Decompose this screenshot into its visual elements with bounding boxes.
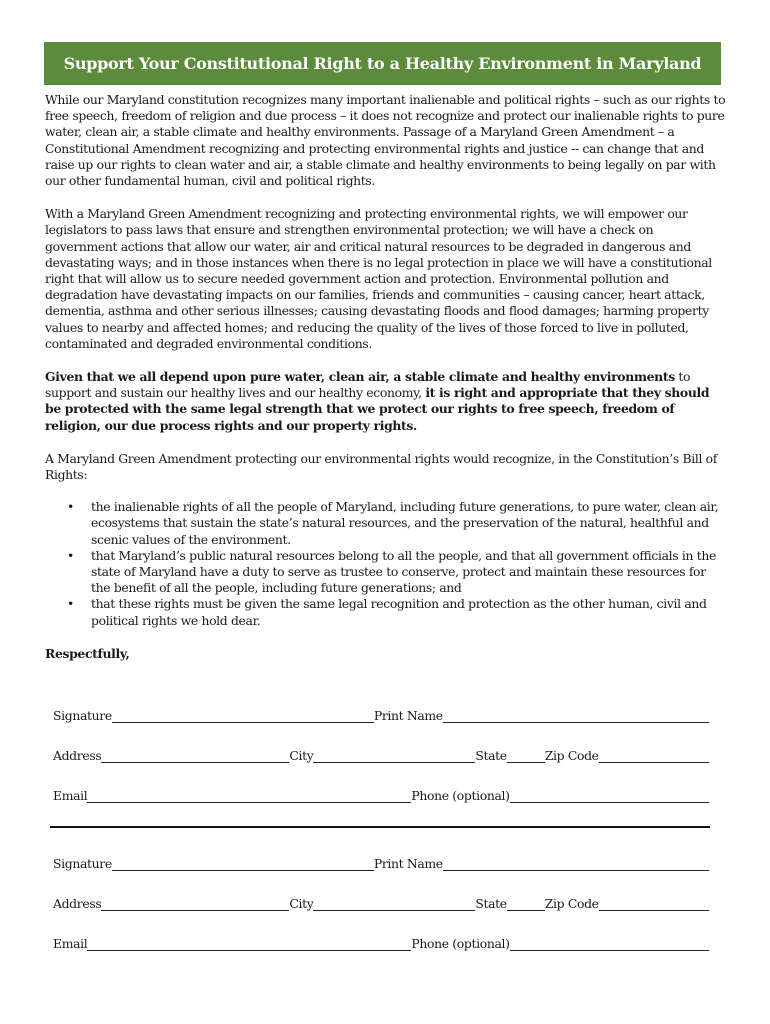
city-label: City — [289, 748, 314, 763]
email-field[interactable] — [87, 789, 411, 803]
city-field[interactable] — [313, 749, 475, 763]
print-name-label: Print Name — [373, 708, 443, 723]
address-row — [53, 893, 709, 911]
address-row — [53, 745, 709, 763]
list-item: • that these rights must be given the same legal recognition and protection as the other human, civil and political rights we hold dear. — [91, 596, 727, 628]
address-label: Address — [53, 748, 102, 763]
phone-label: Phone (optional) — [411, 936, 510, 951]
bold-statement-1: Given that we all depend upon pure water, clean air, a stable climate and healthy environments — [45, 369, 675, 385]
phone-field[interactable] — [510, 937, 709, 951]
address-field[interactable] — [101, 749, 289, 763]
state-field[interactable] — [507, 749, 545, 763]
state-field[interactable] — [507, 897, 545, 911]
email-row — [53, 933, 709, 951]
signature-row — [53, 705, 709, 723]
signature-label: Signature — [53, 856, 112, 871]
address-label: Address — [53, 896, 102, 911]
zip-code-label: Zip Code — [544, 896, 599, 911]
paragraph-intro: While our Maryland constitution recognizes many important inalienable and political rights – such as our rights to free speech, freedom of religion and due process – it does not recognize and protect our inalienable rights to pure water, clean air, a stable climate and healthy environments. Passage of a Maryland Green Amendment – a Constitutional Amendment recognizing and protecting environmental rights and justice -- can change that and raise up our rights to clean water and air, a stable climate and healthy environments to being legally on par with our other fundamental human, civil and political rights. — [45, 92, 726, 189]
zip-code-label: Zip Code — [544, 748, 599, 763]
bold-statement-2: it is right and appropriate that they should be protected with the same legal strength that we protect our rights to free speech, freedom of religion, our due process rights and our property rights. — [45, 385, 710, 433]
signature-field[interactable] — [112, 709, 374, 723]
state-label: State — [475, 748, 507, 763]
city-field[interactable] — [313, 897, 475, 911]
signature-block-1 — [53, 705, 709, 825]
address-field[interactable] — [101, 897, 289, 911]
letter-body — [45, 92, 727, 662]
paragraph-given-that — [45, 369, 727, 434]
email-label: Email — [53, 936, 88, 951]
paragraph-amendment-benefits: With a Maryland Green Amendment recognizing and protecting environmental rights, we will empower our legislators to pass laws that ensure and strengthen environmental protection; we will have a check on government actions that allow our water, air and critical natural resources to be degraded in dangerous and devastating ways; and in those instances when there is no legal protection in place we will have a constitutional right that will allow us to secure needed government action and protection. Environmental pollution and degradation have devastating impacts on our families, friends and communities – causing cancer, heart attack, dementia, asthma and other serious illnesses; causing devastating floods and flood damages; harming property values to nearby and affected homes; and reducing the quality of the lives of those forced to live in polluted, contaminated and degraded environmental conditions. — [45, 206, 712, 351]
signature-label: Signature — [53, 708, 112, 723]
phone-field[interactable] — [510, 789, 709, 803]
closing-respectfully: Respectfully, — [45, 645, 130, 661]
signature-row — [53, 853, 709, 871]
zip-code-field[interactable] — [599, 897, 709, 911]
signature-field[interactable] — [112, 857, 374, 871]
email-row — [53, 785, 709, 803]
list-item: • that Maryland’s public natural resources belong to all the people, and that all government officials in the state of Maryland have a duty to serve as trustee to conserve, protect and maintain these resources for the benefit of all the people, including future generations; and — [91, 548, 727, 597]
zip-code-field[interactable] — [599, 749, 709, 763]
paragraph-bill-of-rights: A Maryland Green Amendment protecting our environmental rights would recognize, in the Constitution’s Bill of Rights: — [45, 450, 718, 483]
page-title: Support Your Constitutional Right to a Healthy Environment in Maryland — [63, 54, 702, 73]
state-label: State — [475, 896, 507, 911]
email-label: Email — [53, 788, 88, 803]
city-label: City — [289, 896, 314, 911]
page-banner — [44, 42, 721, 85]
signature-block-2 — [53, 853, 709, 973]
phone-label: Phone (optional) — [411, 788, 510, 803]
print-name-label: Print Name — [373, 856, 443, 871]
rights-list — [45, 499, 727, 629]
email-field[interactable] — [87, 937, 411, 951]
section-divider — [50, 826, 710, 828]
normal-statement: to support and sustain our healthy lives and our healthy economy, — [45, 369, 691, 401]
print-name-field[interactable] — [443, 709, 709, 723]
print-name-field[interactable] — [443, 857, 709, 871]
list-item: • the inalienable rights of all the people of Maryland, including future generations, to pure water, clean air, ecosystems that sustain the state’s natural resources, and the preservation of the natural, healthful and scenic values of the environment. — [91, 499, 727, 548]
